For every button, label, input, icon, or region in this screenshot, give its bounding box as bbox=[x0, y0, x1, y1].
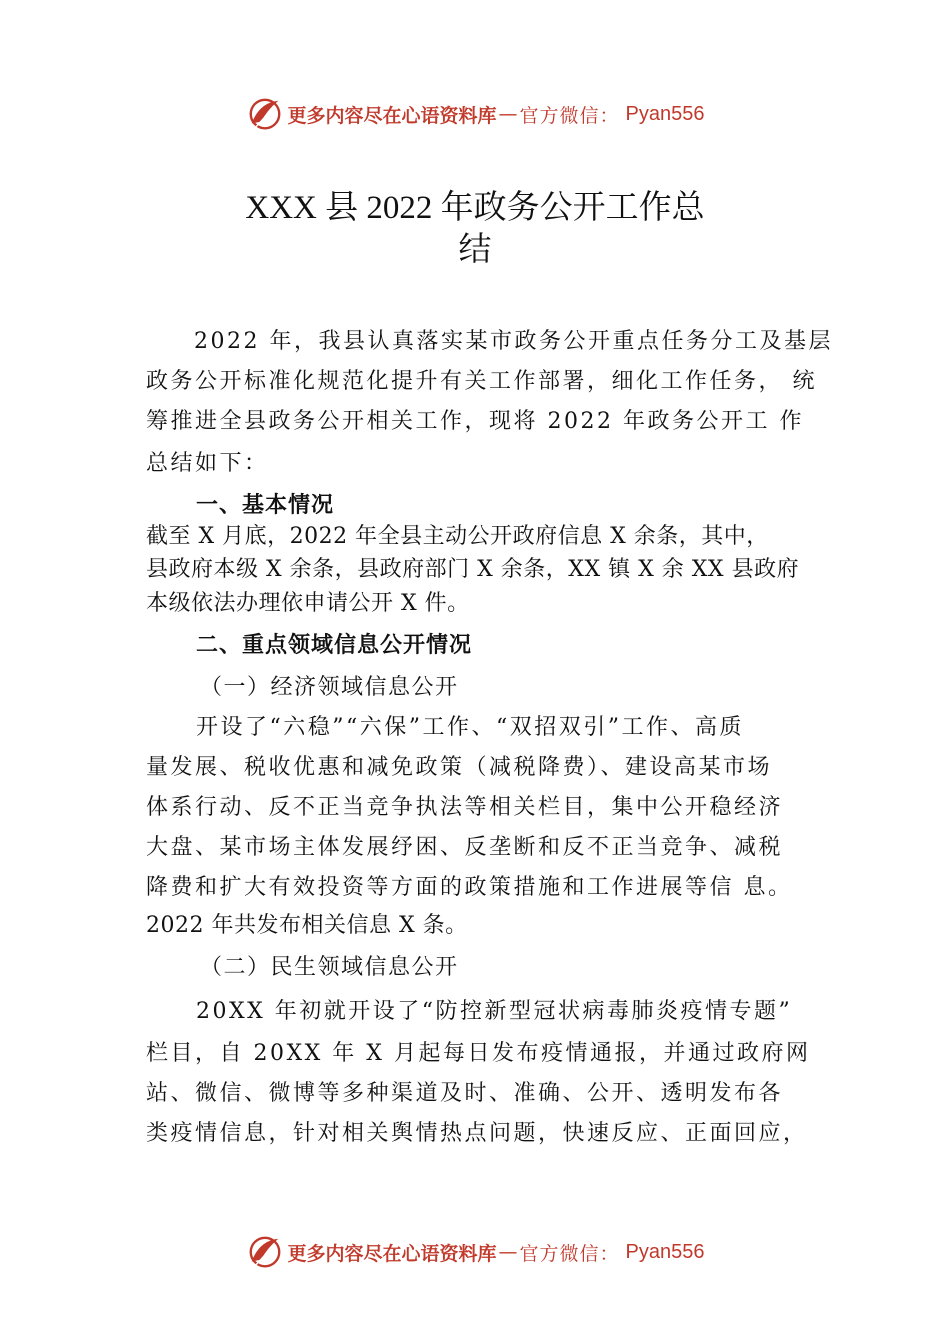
subsection1-line: 大盘、某市场主体发展纾困、反垄断和反不正当竞争、减税 bbox=[146, 835, 784, 860]
watermark-text: 更多内容尽在心语资料库 bbox=[287, 104, 497, 127]
section1-line: 本级依法办理依申请公开 X 件。 bbox=[146, 591, 470, 616]
section1-heading: 一、基本情况 bbox=[196, 493, 335, 518]
watermark-banner-top bbox=[0, 94, 950, 134]
intro-line: 2022 年，我县认真落实某市政务公开重点任务分工及基层 bbox=[194, 329, 833, 354]
intro-line: 筹推进全县政务公开相关工作，现将 2022 年政务公开工 作 bbox=[146, 409, 804, 434]
watermark-separator: — bbox=[498, 103, 518, 125]
subsection1-line: 体系行动、反不正当竞争执法等相关栏目，集中公开稳经济 bbox=[146, 795, 784, 820]
subsection2-heading: （二）民生领域信息公开 bbox=[200, 955, 459, 980]
pen-logo-icon bbox=[246, 95, 284, 133]
pen-logo-icon bbox=[246, 1233, 284, 1271]
section1-line: 县政府本级 X 余条，县政府部门 X 余条，XX 镇 X 余 XX 县政府 bbox=[146, 557, 800, 582]
section2-heading: 二、重点领域信息公开情况 bbox=[196, 633, 473, 658]
watermark-wechat-id: Pyan556 bbox=[625, 1240, 705, 1263]
watermark-separator: — bbox=[498, 1241, 518, 1263]
subsection2-line: 栏目，自 20XX 年 X 月起每日发布疫情通报，并通过政府网 bbox=[146, 1041, 811, 1066]
watermark-wechat-id: Pyan556 bbox=[625, 102, 705, 125]
subsection1-line: 降费和扩大有效投资等方面的政策措施和工作进展等信 息。 bbox=[146, 875, 793, 900]
subsection2-line: 20XX 年初就开设了“防控新型冠状病毒肺炎疫情专题” bbox=[196, 999, 793, 1024]
subsection1-line: 开设了“六稳”“六保”工作、“双招双引”工作、高质 bbox=[196, 715, 744, 740]
intro-line: 政务公开标准化规范化提升有关工作部署，细化工作任务， 统 bbox=[146, 369, 817, 394]
subsection2-line: 站、微信、微博等多种渠道及时、准确、公开、透明发布各 bbox=[146, 1081, 784, 1106]
document-title-line1: XXX 县 2022 年政务公开工作总 bbox=[245, 190, 705, 226]
watermark-banner-bottom bbox=[0, 1232, 950, 1272]
section1-line: 截至 X 月底，2022 年全县主动公开政府信息 X 余条，其中， bbox=[146, 524, 769, 549]
watermark-label: 官方微信： bbox=[519, 1242, 620, 1265]
subsection1-line: 2022 年共发布相关信息 X 条。 bbox=[146, 913, 468, 938]
intro-line: 总结如下： bbox=[146, 451, 269, 476]
subsection1-heading: （一）经济领域信息公开 bbox=[200, 675, 459, 700]
document-title-line2: 结 bbox=[458, 232, 492, 268]
subsection1-line: 量发展、税收优惠和减免政策（减税降费）、建设高某市场 bbox=[146, 755, 773, 780]
watermark-label: 官方微信： bbox=[519, 104, 620, 127]
subsection2-line: 类疫情信息，针对相关舆情热点问题，快速反应、正面回应， bbox=[146, 1121, 808, 1146]
watermark-text: 更多内容尽在心语资料库 bbox=[287, 1242, 497, 1265]
